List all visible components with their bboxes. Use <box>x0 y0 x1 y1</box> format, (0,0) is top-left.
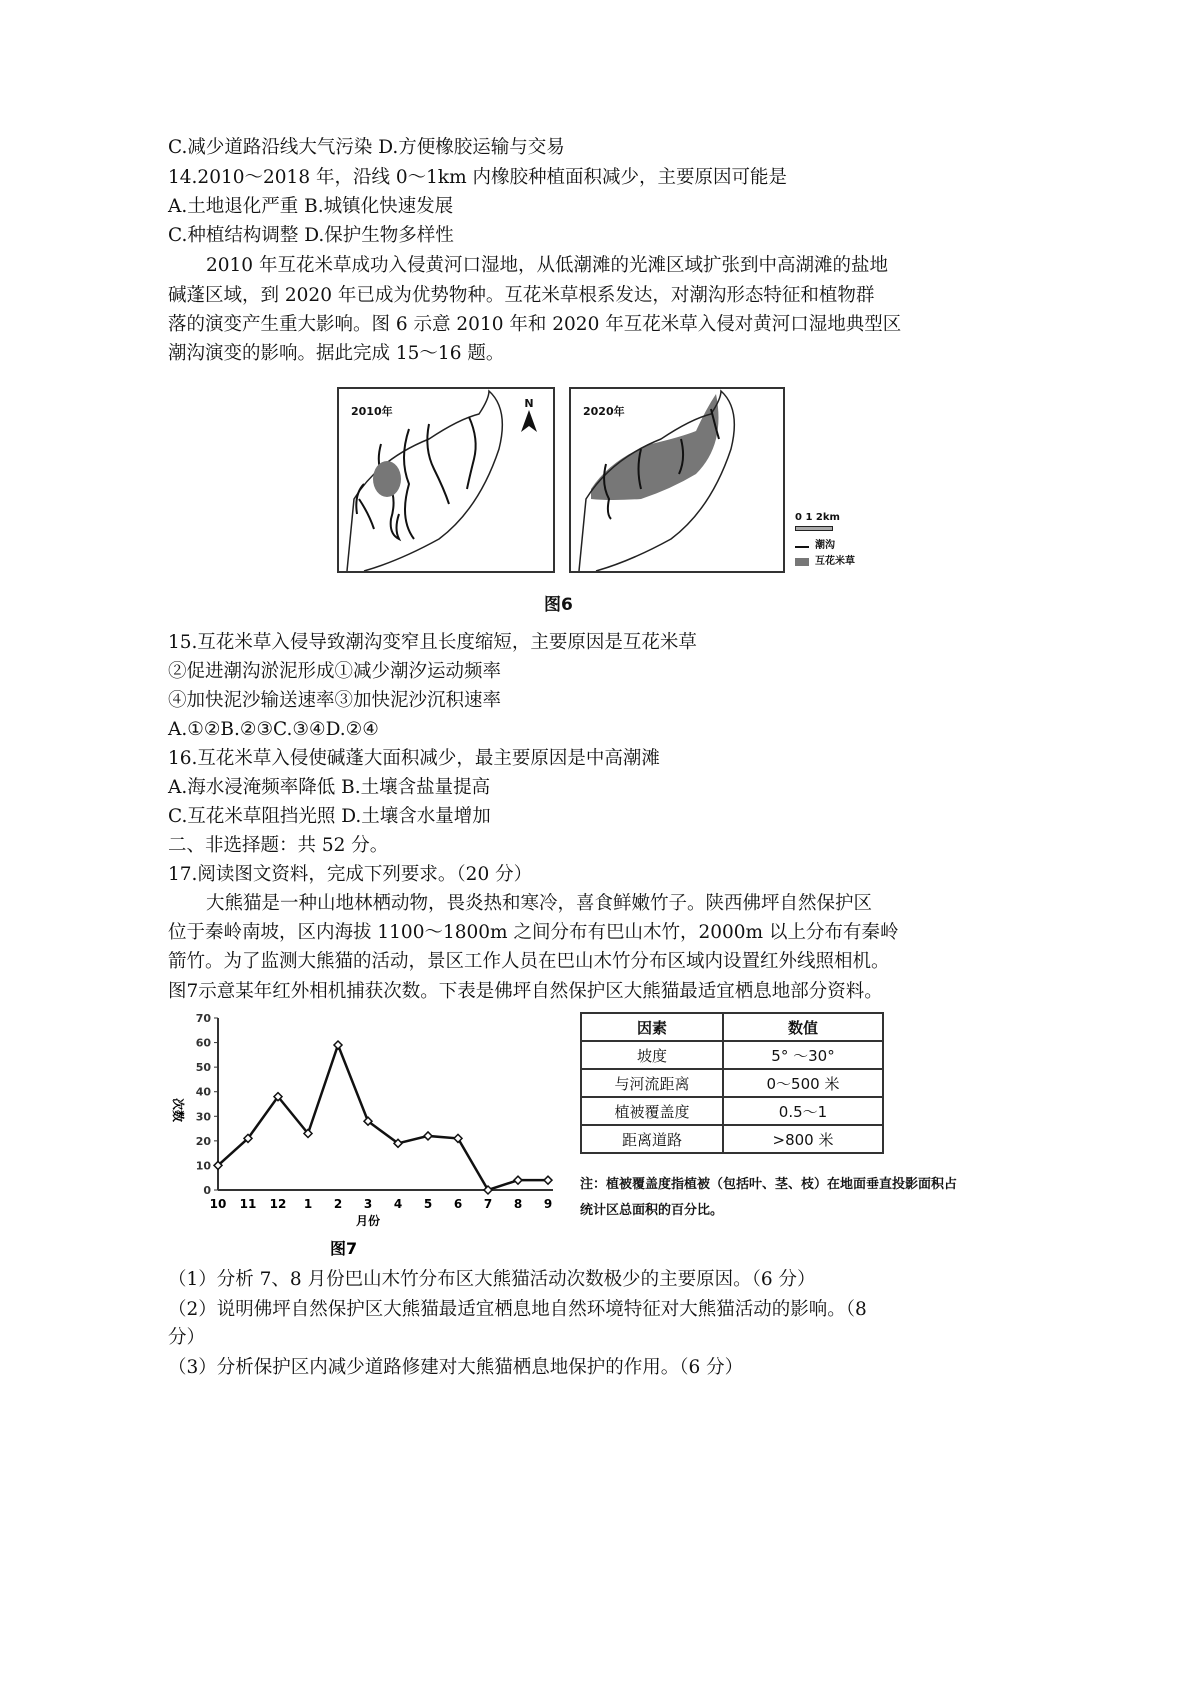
y-axis-label: 次数 <box>171 1097 185 1123</box>
paragraph-line: 大熊猫是一种山地林栖动物，畏炎热和寒冷，喜食鲜嫩竹子。陕西佛坪自然保护区 <box>206 893 873 914</box>
map-2010 <box>337 387 555 573</box>
table-note: 注：植被覆盖度指植被（包括叶、茎、枝）在地面垂直投影面积占统计区总面积的百分比。 <box>580 1177 958 1218</box>
table-row <box>581 1097 883 1125</box>
option-line: ④加快泥沙输送速率③加快泥沙沉积速率 <box>168 690 502 711</box>
map-legend <box>795 512 875 572</box>
section-heading: 二、非选择题：共 52 分。 <box>168 835 389 856</box>
table-cell: 5° ～30° <box>723 1041 883 1069</box>
option-line: C.种植结构调整 D.保护生物多样性 <box>168 225 454 246</box>
option-line: A.海水浸淹频率降低 B.土壤含盐量提高 <box>168 777 491 798</box>
legend-spartina: 互花米草 <box>815 556 855 567</box>
scale-bar-label: 0 1 2km <box>795 512 840 523</box>
x-axis-label: 月份 <box>355 1214 381 1228</box>
table-row <box>581 1069 883 1097</box>
question-14: 14.2010～2018 年，沿线 0～1km 内橡胶种植面积减少，主要原因可能是 <box>168 167 788 188</box>
option-line: A.土地退化严重 B.城镇化快速发展 <box>168 196 454 217</box>
y-tick-label: 50 <box>195 1061 211 1075</box>
paragraph-line: 碱蓬区域，到 2020 年已成为优势物种。互花米草根系发达，对潮沟形态特征和植物群 <box>168 285 875 306</box>
sub-question: （1）分析 7、8 月份巴山木竹分布区大熊猫活动次数极少的主要原因。（6 分） <box>168 1269 816 1290</box>
north-arrow-icon <box>519 397 539 435</box>
map-2020 <box>569 387 785 573</box>
table-cell: 0.5～1 <box>723 1097 883 1125</box>
legend-tidal-creek: 潮沟 <box>815 540 835 551</box>
map-2020-label: 2020年 <box>583 405 625 418</box>
north-label: N <box>524 397 534 410</box>
x-tick-label: 5 <box>423 1197 433 1211</box>
data-point <box>334 1041 342 1049</box>
y-tick-label: 60 <box>195 1036 211 1050</box>
sub-question: （3）分析保护区内减少道路修建对大熊猫栖息地保护的作用。（6 分） <box>168 1357 744 1378</box>
y-tick-label: 40 <box>195 1085 211 1099</box>
paragraph-line: 图7示意某年红外相机捕获次数。下表是佛坪自然保护区大熊猫最适宜栖息地部分资料。 <box>168 981 883 1002</box>
y-tick-label: 30 <box>195 1110 211 1124</box>
table-cell: 与河流距离 <box>581 1069 723 1097</box>
x-tick-label: 11 <box>239 1197 257 1211</box>
habitat-table <box>580 1012 884 1154</box>
table-row <box>581 1041 883 1069</box>
paragraph-line: 2010 年互花米草成功入侵黄河口湿地，从低潮滩的光滩区域扩张到中高湖滩的盐地 <box>206 255 888 276</box>
table-cell: 植被覆盖度 <box>581 1097 723 1125</box>
table-row <box>581 1125 883 1153</box>
text-line: C.减少道路沿线大气污染 D.方便橡胶运输与交易 <box>168 137 565 158</box>
x-tick-label: 10 <box>209 1197 227 1211</box>
option-line: C.互花米草阻挡光照 D.土壤含水量增加 <box>168 806 491 827</box>
y-tick-label: 70 <box>195 1012 211 1025</box>
y-tick-label: 20 <box>195 1134 211 1148</box>
question-17: 17.阅读图文资料，完成下列要求。（20 分） <box>168 864 533 885</box>
x-tick-label: 9 <box>543 1197 553 1211</box>
option-line: A.①②B.②③C.③④D.②④ <box>168 719 379 740</box>
x-tick-label: 12 <box>269 1197 287 1211</box>
series-line <box>218 1045 548 1190</box>
wetland-outline-2020 <box>571 389 783 571</box>
data-point <box>514 1176 522 1184</box>
x-tick-label: 7 <box>483 1197 493 1211</box>
paragraph-line: 落的演变产生重大影响。图 6 示意 2010 年和 2020 年互花米草入侵对黄河口湿地典型区 <box>168 314 902 335</box>
option-line: ②促进潮沟淤泥形成①减少潮汐运动频率 <box>168 661 502 682</box>
capture-count-chart <box>170 1010 570 1260</box>
y-tick-label: 0 <box>203 1184 211 1197</box>
table-header: 数值 <box>723 1013 883 1041</box>
figure-6-caption: 图6 <box>544 595 573 615</box>
x-tick-label: 8 <box>513 1197 523 1211</box>
sub-question: 分） <box>168 1327 206 1348</box>
sub-question: （2）说明佛坪自然保护区大熊猫最适宜栖息地自然环境特征对大熊猫活动的影响。（8 <box>168 1299 867 1320</box>
x-tick-label: 3 <box>363 1197 373 1211</box>
paragraph-line: 位于秦岭南坡，区内海拔 1100～1800m 之间分布有巴山木竹，2000m 以上分布有秦岭 <box>168 922 899 943</box>
table-cell: 距离道路 <box>581 1125 723 1153</box>
question-15: 15.互花米草入侵导致潮沟变窄且长度缩短，主要原因是互花米草 <box>168 632 697 653</box>
x-tick-label: 6 <box>453 1197 463 1211</box>
table-cell: 坡度 <box>581 1041 723 1069</box>
table-cell: >800 米 <box>723 1125 883 1153</box>
question-16: 16.互花米草入侵使碱蓬大面积减少，最主要原因是中高潮滩 <box>168 748 660 769</box>
paragraph-line: 箭竹。为了监测大熊猫的活动，景区工作人员在巴山木竹分布区域内设置红外线照相机。 <box>168 951 890 972</box>
table-header-row <box>581 1013 883 1041</box>
x-tick-label: 2 <box>333 1197 343 1211</box>
scale-bar <box>795 526 833 531</box>
y-tick-label: 10 <box>195 1159 211 1173</box>
map-2010-label: 2010年 <box>351 405 393 418</box>
data-point <box>424 1132 432 1140</box>
spartina-legend-swatch <box>795 558 809 566</box>
x-tick-label: 1 <box>303 1197 313 1211</box>
tidal-creek-legend-swatch <box>795 546 809 548</box>
table-header: 因素 <box>581 1013 723 1041</box>
x-tick-label: 4 <box>393 1197 403 1211</box>
paragraph-line: 潮沟演变的影响。据此完成 15～16 题。 <box>168 343 505 364</box>
table-cell: 0～500 米 <box>723 1069 883 1097</box>
data-point <box>544 1176 552 1184</box>
figure-7-caption: 图7 <box>330 1239 358 1258</box>
